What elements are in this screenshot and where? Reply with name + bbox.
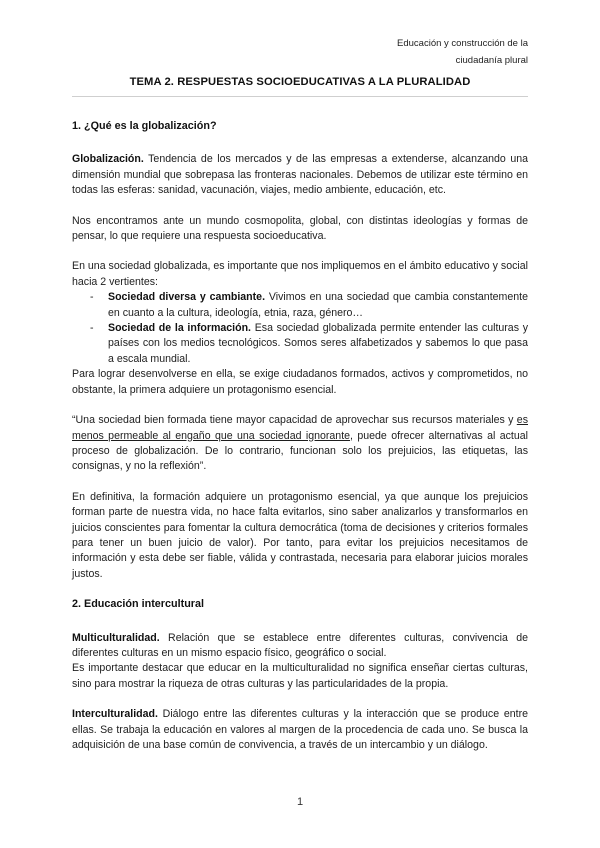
aspects-list: [72, 290, 528, 367]
quote-underlined: es menos permeable al engaño que una sociedad ignorante: [72, 414, 528, 442]
multiculturality-text: Relación que se establece entre diferentes culturas, convivencia de diferentes culturas en un mismo espacio físico, geográfico o social.: [72, 631, 528, 659]
list-dash: -: [90, 291, 94, 304]
interculturality-term: Interculturalidad.: [72, 708, 158, 721]
paragraph-conclusion: En definitiva, la formación adquiere un protagonismo esencial, ya que aunque los prejuicios forman parte de nuestra vida, no hace falta evitarlos, sino saber analizarlos y transformarlos en juicios conscientes para fomentar la cultura democrática (toma de decisiones y criterios formales para tener un buen juicio de valor). Por tanto, para evitar los prejuicios necesitamos de información y esta debe ser fiable, válida y contrastada, necesaria para elaborar juicios morales justos.: [72, 490, 528, 580]
running-header: [328, 35, 528, 69]
globalization-definition: [72, 152, 528, 198]
title-divider: [72, 96, 528, 97]
list-item: [72, 290, 528, 321]
running-header-line-2: ciudadanía plural: [455, 55, 528, 66]
list-item-term: Sociedad de la información.: [108, 322, 251, 335]
page-number: 1: [296, 796, 304, 808]
quote-paragraph: [72, 413, 528, 475]
document-body: [72, 119, 528, 753]
globalization-term: Globalización.: [72, 153, 144, 166]
running-header-line-1: Educación y construcción de la: [397, 38, 528, 49]
multiculturality-definition: [72, 631, 528, 662]
interculturality-definition: [72, 707, 528, 753]
list-item-term: Sociedad diversa y cambiante.: [108, 291, 266, 304]
section-1-heading: 1. ¿Qué es la globalización?: [72, 120, 217, 132]
multiculturality-note: Es importante destacar que educar en la multiculturalidad no significa enseñar ciertas culturas, sino para mostrar la riqueza de otras culturas y las particularidades de la propia.: [72, 662, 528, 690]
document-title: TEMA 2. RESPUESTAS SOCIOEDUCATIVAS A LA PLURALIDAD: [129, 76, 471, 88]
paragraph-citizens: Para lograr desenvolverse en ella, se exige ciudadanos formados, activos y comprometidos, no obstante, la primera adquiere un protagonismo esencial.: [72, 368, 528, 396]
list-item-text: Esa sociedad globalizada permite entender las culturas y países con los medios tecnológicos. Somos seres alfabetizados y sabemos lo que pasa a escala mundial.: [108, 322, 528, 365]
multiculturality-term: Multiculturalidad.: [72, 631, 160, 644]
section-2-heading: 2. Educación intercultural: [72, 598, 204, 611]
quote-part-1: “Una sociedad bien formada tiene mayor capacidad de aprovechar sus recursos materiales y: [72, 414, 517, 427]
interculturality-text: Diálogo entre las diferentes culturas y la interacción que se produce entre ellas. Se trabaja la educación en valores al margen de la procedencia de cada uno. Se busca la adquisición de una base común de convivencia, a través de un intercambio y un diálogo.: [72, 708, 528, 751]
quote-part-2: , puede ofrecer alternativas al actual proceso de globalización. De lo contrario, funcionan solo los prejuicios, las etiquetas, las consignas, y no la reflexión”.: [72, 429, 529, 473]
list-item: [72, 321, 528, 367]
list-dash: -: [90, 322, 94, 335]
paragraph-two-aspects: En una sociedad globalizada, es importante que nos impliquemos en el ámbito educativo y social hacia 2 vertientes:: [72, 260, 528, 288]
list-item-text: Vivimos en una sociedad que cambia constantemente en cuanto a la cultura, ideología, etnia, raza, género…: [108, 291, 528, 319]
paragraph-cosmopolitan: Nos encontramos ante un mundo cosmopolita, global, con distintas ideologías y formas de pensar, lo que requiere una respuesta socioeducativa.: [72, 214, 528, 243]
globalization-definition-text: Tendencia de los mercados y de las empresas a extenderse, alcanzando una dimensión mundial que sobrepasa las fronteras nacionales. Debemos de utilizar este término en todas las esferas: sanidad, vacunación, viajes, medio ambiente, educación, etc.: [72, 153, 528, 197]
